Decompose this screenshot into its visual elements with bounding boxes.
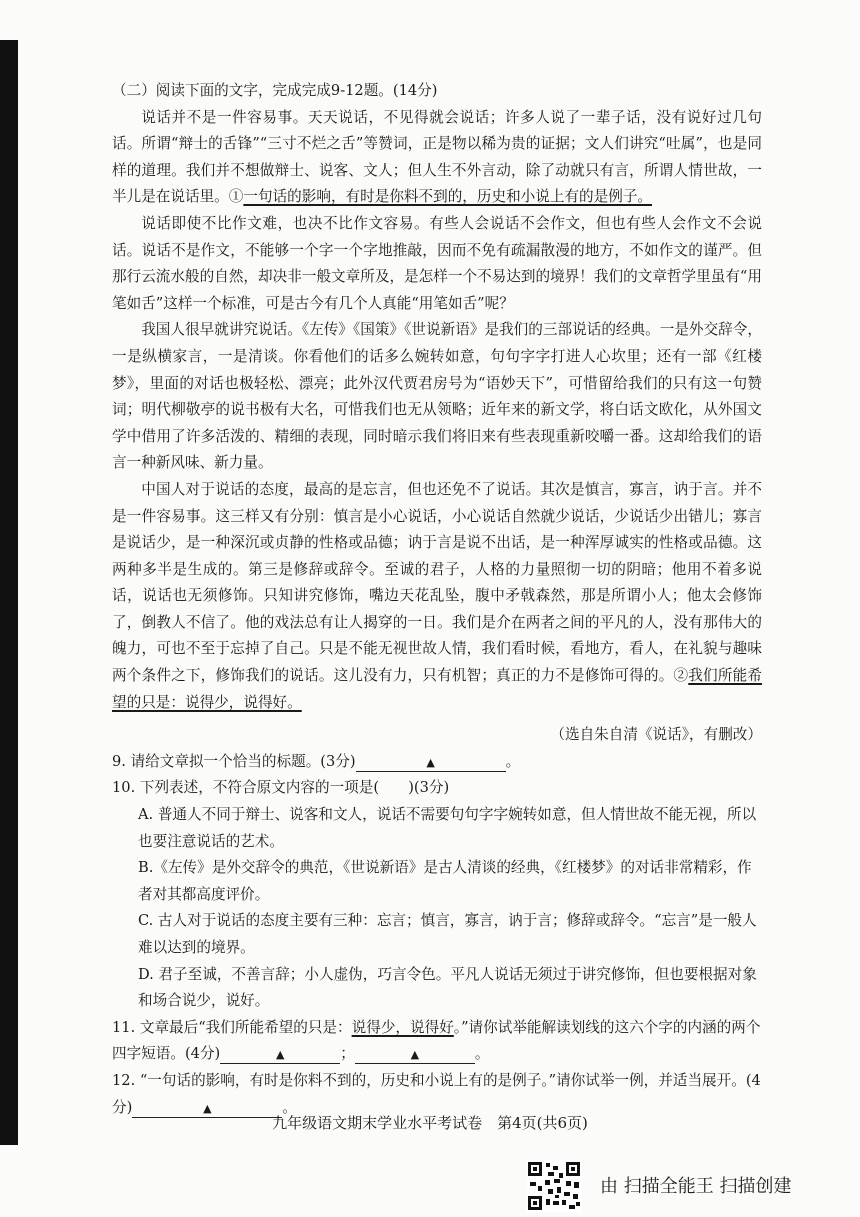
paragraph-text: 中国人对于说话的态度，最高的是忘言，但也还免不了说话。其次是慎言，寡言，讷于言。并不是一件容易事。这三样又有分别：慎言是小心说话，小心说话自然就少说话，少说话少出错儿；寡言是说话少，是一种深沉或贞静的性格或品德；讷于言是说不出话，是一种浑厚诚实的性格或品德。这两种多半是生成的。第三是修辞或辞令。至诚的君子，人格的力量照彻一切的阴暗；他用不着多说话，说话也无须修饰。只知讲究修饰，嘴边天花乱坠，腹中矛戟森然，那是所谓小人；他太会修饰了，倒教人不信了。他的戏法总有让人揭穿的一日。我们是介在两者之间的平凡的人，没有那伟大的魄力，可也不至于忘掉了自己。只是不能无视世故人情，我们看时候，看地方，看人，在礼貌与趣味两个条件之下，修饰我们的说话。这儿没有力，只有机智；真正的力不是修饰可得的。 (112, 480, 762, 685)
question-11-text: 11. 文章最后“我们所能希望的只是： (112, 1018, 352, 1036)
option-b: B.《左传》是外交辞令的典范，《世说新语》是古人清谈的经典，《红楼梦》的对话非常精彩，作者对其都高度评价。 (138, 859, 752, 903)
triangle-marker-icon: ▲ (410, 1048, 420, 1062)
watermark-text: 由 扫描全能王 扫描创建 (600, 1176, 792, 1197)
triangle-marker-icon: ▲ (426, 755, 435, 769)
article-paragraph-1 (112, 105, 762, 211)
option-d: D. 君子至诚，不善言辞；小人虚伪，巧言令色。平凡人说话无须过于讲究修饰，但也要根据对象和场合说少，说好。 (138, 965, 757, 1010)
option-a: A. 普通人不同于辩士、说客和文人，说话不需要句句字字婉转如意，但人情世故不能无视，所以也要注意说话的艺术。 (138, 806, 757, 850)
question-11 (112, 1015, 762, 1068)
article-paragraph-2: 说话即使不比作文难，也决不比作文容易。有些人会说话不会作文，但也有些人会作文不会说话。说话不是作文，不能够一个字一个字地推敲，因而不免有疏漏散漫的地方，不如作文的谨严。但那行云流水般的自然，却决非一般文章所及，是怎样一个不易达到的境界！我们的文章哲学里虽有“用笔如舌”这样一个标准，可是古今有几个人真能“用笔如舌”呢？ (112, 214, 762, 312)
article-paragraph-4 (112, 477, 762, 716)
article-source: （选自朱自清《说话》，有删改） (550, 726, 762, 744)
qr-code-icon (526, 1160, 582, 1212)
paragraph-text: 说话并不是一件容易事。天天说话，不见得就会说话；许多人说了一辈子话，没有说好过几句话。所谓“辩士的舌锋”“三寸不烂之舌”等赞词，正是物以稀为贵的证据；文人们讲究“吐属”，也是同样的道理。我们并不想做辩士、说客、文人；但人生不外言动，除了动就只有言，所谓人情世故，一半儿是在说话里。 (112, 108, 762, 206)
scan-edge-shadow (0, 40, 18, 1145)
question-9-text: 9. 请给文章拟一个恰当的标题。(3分) (112, 752, 356, 770)
triangle-marker-icon: ▲ (203, 1101, 212, 1115)
punctuation: ； (340, 1045, 355, 1063)
sentence-marker-2: ② (673, 667, 689, 685)
answer-blank-9[interactable] (356, 753, 506, 772)
punctuation: 。 (474, 1045, 490, 1063)
punctuation: 。 (505, 752, 521, 770)
option-c: C. 古人对于说话的态度主要有三种：忘言；慎言，寡言，讷于言；修辞或辞令。“忘言”是一般人难以达到的境界。 (138, 912, 757, 956)
underlined-sentence-1: 一句话的影响，有时是你料不到的，历史和小说上有的是例子。 (243, 188, 653, 206)
article-paragraph-3: 我国人很早就讲究说话。《左传》《国策》《世说新语》是我们的三部说话的经典。一是外交辞令，一是纵横家言，一是清谈。你看他们的话多么婉转如意，句句字字打进人心坎里；还有一部《红楼梦》，里面的对话也极轻松、漂亮；此外汉代贾君房号为“语妙天下”，可惜留给我们的只有这一句赞词；明代柳敬亭的说书极有大名，可惜我们也无从领略；近年来的新文学，将白话文欧化，从外国文学中借用了许多活泼的、精细的表现，同时暗示我们将旧来有些表现重新咬嚼一番。这却给我们的语言一种新风味、新力量。 (112, 321, 762, 472)
question-11-underlined: 说得少，说得好 (351, 1018, 454, 1036)
underlined-sentence-2: 我们所能希望的只是：说得少，说得好。 (112, 667, 762, 711)
page-footer: 九年级语文期末学业水平考试卷 第4页(共6页) (272, 1114, 588, 1132)
punctuation: 。 (282, 1098, 297, 1116)
answer-blank-11a[interactable] (220, 1045, 340, 1064)
reading-section (112, 78, 762, 1121)
question-12-text: 12. “一句话的影响，有时是你料不到的，历史和小说上有的是例子。”请你试举一例，并适当展开。(4分) (112, 1071, 761, 1116)
answer-blank-11b[interactable] (355, 1045, 475, 1064)
question-10: 10. 下列表述，不符合原文内容的一项是( )(3分) (112, 779, 450, 797)
triangle-marker-icon: ▲ (276, 1048, 285, 1062)
question-11-text-rest: 。”请你试举能解读划线的这六个字的内涵的两个四字短语。(4分) (112, 1018, 761, 1063)
question-9 (112, 749, 762, 776)
scanner-watermark (526, 1160, 856, 1210)
section-title: （二）阅读下面的文字，完成完成9-12题。(14分) (112, 82, 438, 99)
sentence-marker-1: ① (228, 188, 244, 206)
